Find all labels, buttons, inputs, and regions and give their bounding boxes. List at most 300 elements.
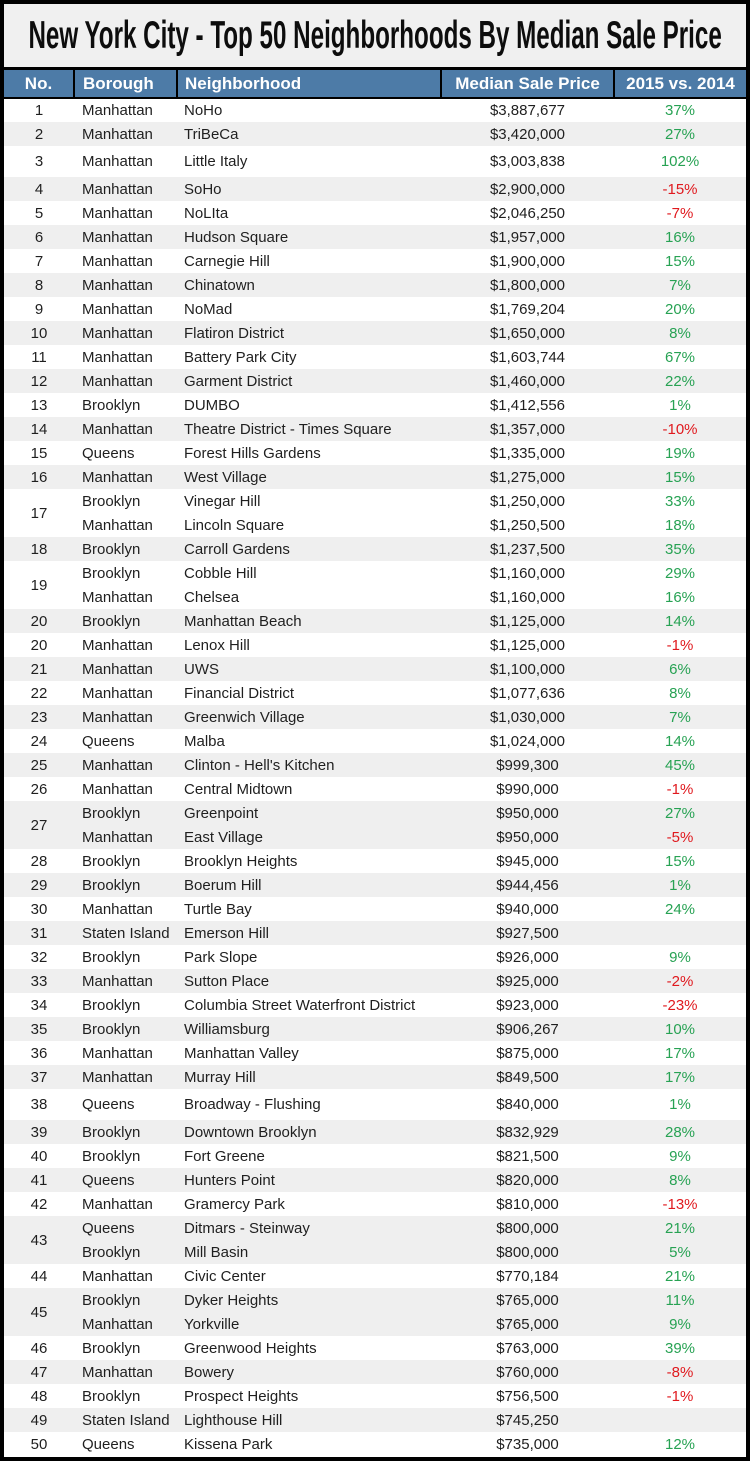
neighborhood-cell: Kissena Park (184, 1435, 273, 1453)
header-row (4, 70, 746, 98)
borough-cell: Manhattan (82, 660, 153, 678)
rank-cell: 22 (30, 684, 48, 702)
change-cell: -10% (662, 420, 698, 438)
change-cell: -7% (666, 204, 694, 222)
table-row (4, 1041, 746, 1065)
table-row (4, 729, 746, 753)
table-row (4, 993, 746, 1017)
borough-cell: Manhattan (82, 300, 153, 318)
change-cell: 22% (664, 372, 696, 390)
rank-cell: 47 (30, 1363, 48, 1381)
neighborhood-cell: Turtle Bay (184, 900, 252, 918)
rank-cell: 31 (30, 924, 48, 942)
neighborhood-cell: Murray Hill (184, 1068, 256, 1086)
neighborhood-cell: Lighthouse Hill (184, 1411, 283, 1429)
neighborhood-cell: Park Slope (184, 948, 258, 966)
table-row (4, 321, 746, 345)
table-row (4, 945, 746, 969)
rank-cell: 50 (30, 1435, 48, 1453)
neighborhood-cell: Clinton - Hell's Kitchen (184, 756, 335, 774)
neighborhood-cell: Malba (184, 732, 225, 750)
borough-cell: Staten Island (82, 1411, 170, 1429)
price-cell: $1,769,204 (489, 300, 566, 318)
rank-cell: 3 (34, 153, 44, 170)
rank-cell: 38 (30, 1096, 48, 1113)
neighborhood-cell: Cobble Hill (184, 564, 257, 582)
neighborhood-cell: Chelsea (184, 588, 240, 606)
borough-cell: Manhattan (82, 125, 153, 143)
rank-cell: 42 (30, 1195, 48, 1213)
price-cell: $925,000 (496, 972, 559, 990)
borough-cell: Brooklyn (82, 612, 141, 630)
neighborhood-cell: Little Italy (184, 153, 248, 170)
borough-cell: Brooklyn (82, 1123, 141, 1141)
rank-cell: 37 (30, 1068, 48, 1086)
neighborhood-cell: Brooklyn Heights (184, 852, 298, 870)
borough-cell: Manhattan (82, 684, 153, 702)
price-cell: $1,957,000 (489, 228, 566, 246)
neighborhood-cell: Manhattan Valley (184, 1044, 299, 1062)
price-cell: $1,125,000 (489, 636, 566, 654)
table-row (4, 897, 746, 921)
change-cell: -8% (666, 1363, 694, 1381)
change-cell: 6% (669, 660, 691, 678)
borough-cell: Manhattan (82, 588, 153, 606)
borough-cell: Manhattan (82, 228, 153, 246)
column-header-2015-vs-2014: 2015 vs. 2014 (614, 70, 746, 98)
table-row (4, 681, 746, 705)
change-cell: 102% (660, 153, 700, 170)
borough-cell: Brooklyn (82, 1387, 141, 1405)
price-cell: $745,250 (496, 1411, 559, 1429)
change-cell: 67% (664, 348, 696, 366)
rank-cell: 39 (30, 1123, 48, 1141)
neighborhood-cell: West Village (184, 468, 267, 486)
rank-cell: 29 (30, 876, 48, 894)
borough-cell: Manhattan (82, 1068, 153, 1086)
price-cell: $944,456 (496, 876, 559, 894)
borough-cell: Brooklyn (82, 540, 141, 558)
rank-cell: 44 (30, 1267, 48, 1285)
table-row (4, 1065, 746, 1089)
neighborhood-cell: Garment District (184, 372, 293, 390)
table-row (4, 537, 746, 561)
table-row (4, 1336, 746, 1360)
neighborhood-cell: Lincoln Square (184, 516, 285, 534)
rank-cell: 49 (30, 1411, 48, 1429)
change-cell: 37% (664, 102, 696, 119)
price-cell: $2,900,000 (489, 180, 566, 198)
table-row (4, 657, 746, 681)
borough-cell: Brooklyn (82, 996, 141, 1014)
table-header (4, 70, 746, 98)
neighborhood-cell: Broadway - Flushing (184, 1096, 321, 1113)
change-cell: 17% (664, 1068, 696, 1086)
change-cell: 14% (664, 732, 696, 750)
rank-cell: 15 (30, 444, 48, 462)
borough-cell: Queens (82, 1219, 135, 1237)
neighborhood-cell: Theatre District - Times Square (184, 420, 392, 438)
neighborhood-cell: Columbia Street Waterfront District (184, 996, 416, 1014)
table-row (4, 1432, 746, 1456)
table-row (4, 1360, 746, 1384)
neighborhood-cell: DUMBO (184, 396, 240, 414)
table-row (4, 201, 746, 225)
price-cell: $1,125,000 (489, 612, 566, 630)
change-cell: 7% (669, 276, 691, 294)
column-header-borough: Borough (74, 70, 177, 98)
table-row (4, 1017, 746, 1041)
borough-cell: Manhattan (82, 420, 153, 438)
neighborhood-cell: UWS (184, 660, 219, 678)
change-cell: 9% (669, 1315, 691, 1333)
rank-cell: 41 (30, 1171, 48, 1189)
neighborhood-cell: Boerum Hill (184, 876, 262, 894)
rank-cell: 12 (30, 372, 48, 390)
rank-cell: 19 (30, 576, 48, 594)
price-cell: $1,335,000 (489, 444, 566, 462)
neighborhood-cell: SoHo (184, 180, 222, 198)
table-row (4, 465, 746, 489)
table-row (4, 225, 746, 249)
price-cell: $760,000 (496, 1363, 559, 1381)
rank-cell: 28 (30, 852, 48, 870)
neighborhood-cell: Bowery (184, 1363, 235, 1381)
price-cell: $1,237,500 (489, 540, 566, 558)
price-cell: $945,000 (496, 852, 559, 870)
table-row (4, 873, 746, 897)
table-row (4, 753, 746, 777)
neighborhood-cell: Ditmars - Steinway (184, 1219, 310, 1237)
table-row (4, 969, 746, 993)
rank-cell: 40 (30, 1147, 48, 1165)
price-cell: $3,887,677 (489, 102, 566, 119)
borough-cell: Brooklyn (82, 1243, 141, 1261)
change-cell: 15% (664, 252, 696, 270)
price-cell: $765,000 (496, 1315, 559, 1333)
borough-cell: Brooklyn (82, 1147, 141, 1165)
price-cell: $990,000 (496, 780, 559, 798)
neighborhood-cell: Manhattan Beach (184, 612, 302, 630)
borough-cell: Manhattan (82, 636, 153, 654)
table-row (4, 513, 746, 537)
rank-cell: 8 (34, 276, 44, 294)
price-cell: $1,024,000 (489, 732, 566, 750)
change-cell: 8% (669, 324, 691, 342)
rank-cell: 10 (30, 324, 48, 342)
rank-cell: 35 (30, 1020, 48, 1038)
table-row (4, 633, 746, 657)
borough-cell: Queens (82, 1171, 135, 1189)
neighborhood-cell: NoMad (184, 300, 233, 318)
price-cell: $950,000 (496, 828, 559, 846)
rank-cell: 2 (34, 125, 44, 143)
change-cell: 24% (664, 900, 696, 918)
change-cell: -1% (666, 636, 694, 654)
title-band (4, 4, 746, 70)
borough-cell: Queens (82, 1435, 135, 1453)
rank-cell: 4 (34, 180, 44, 198)
price-cell: $1,412,556 (489, 396, 566, 414)
price-cell: $3,003,838 (489, 153, 566, 170)
price-cell: $926,000 (496, 948, 559, 966)
change-cell: -13% (662, 1195, 698, 1213)
price-cell: $765,000 (496, 1291, 559, 1309)
borough-cell: Staten Island (82, 924, 170, 942)
neighborhood-cell: Vinegar Hill (184, 492, 261, 510)
rank-cell: 18 (30, 540, 48, 558)
column-header-no: No. (4, 70, 74, 98)
table-row (4, 561, 746, 585)
table-row (4, 417, 746, 441)
change-cell: -23% (662, 996, 698, 1014)
change-cell: 35% (664, 540, 696, 558)
table-body (4, 98, 746, 1456)
change-cell: 8% (669, 1171, 691, 1189)
rank-cell: 6 (34, 228, 44, 246)
rank-cell: 20 (30, 636, 48, 654)
borough-cell: Manhattan (82, 1044, 153, 1062)
rank-cell: 27 (30, 816, 48, 834)
borough-cell: Manhattan (82, 324, 153, 342)
borough-cell: Brooklyn (82, 1339, 141, 1357)
borough-cell: Manhattan (82, 153, 153, 170)
borough-cell: Manhattan (82, 708, 153, 726)
table-row (4, 705, 746, 729)
rank-cell: 17 (30, 504, 48, 522)
price-cell: $1,030,000 (489, 708, 566, 726)
borough-cell: Manhattan (82, 516, 153, 534)
change-cell: 16% (664, 588, 696, 606)
neighborhood-cell: Financial District (184, 684, 295, 702)
neighborhood-cell: Central Midtown (184, 780, 293, 798)
change-cell: 21% (664, 1267, 696, 1285)
change-cell: 27% (664, 804, 696, 822)
neighborhood-cell: Forest Hills Gardens (184, 444, 321, 462)
neighborhood-cell: Fort Greene (184, 1147, 265, 1165)
borough-cell: Manhattan (82, 204, 153, 222)
price-cell: $950,000 (496, 804, 559, 822)
column-header-median-sale-price: Median Sale Price (441, 70, 614, 98)
rank-cell: 33 (30, 972, 48, 990)
neighborhood-cell: NoLIta (184, 204, 229, 222)
change-cell: 9% (669, 1147, 691, 1165)
change-cell: 18% (664, 516, 696, 534)
table-row (4, 921, 746, 945)
price-cell: $923,000 (496, 996, 559, 1014)
borough-cell: Manhattan (82, 1195, 153, 1213)
neighborhood-cell: Yorkville (184, 1315, 240, 1333)
price-cell: $927,500 (496, 924, 559, 942)
price-cell: $800,000 (496, 1243, 559, 1261)
neighborhood-cell: East Village (184, 828, 263, 846)
borough-cell: Manhattan (82, 372, 153, 390)
rank-cell: 20 (30, 612, 48, 630)
table-row (4, 122, 746, 146)
change-cell: 1% (669, 876, 691, 894)
price-cell: $1,650,000 (489, 324, 566, 342)
borough-cell: Manhattan (82, 348, 153, 366)
borough-cell: Manhattan (82, 468, 153, 486)
rank-cell: 14 (30, 420, 48, 438)
table-row (4, 441, 746, 465)
neighborhood-cell: Carnegie Hill (184, 252, 270, 270)
change-cell: 16% (664, 228, 696, 246)
change-cell: 28% (664, 1123, 696, 1141)
price-cell: $820,000 (496, 1171, 559, 1189)
neighborhood-cell: Hunters Point (184, 1171, 275, 1189)
price-cell: $999,300 (496, 756, 559, 774)
borough-cell: Manhattan (82, 1363, 153, 1381)
change-cell: 20% (664, 300, 696, 318)
change-cell (614, 1408, 746, 1432)
table-row (4, 393, 746, 417)
table-row (4, 146, 746, 177)
borough-cell: Queens (82, 444, 135, 462)
borough-cell: Queens (82, 732, 135, 750)
column-header-neighborhood: Neighborhood (177, 70, 441, 98)
change-cell: 12% (664, 1435, 696, 1453)
neighborhood-cell: Gramercy Park (184, 1195, 285, 1213)
change-cell: -5% (666, 828, 694, 846)
borough-cell: Brooklyn (82, 492, 141, 510)
neighborhood-cell: Williamsburg (184, 1020, 270, 1038)
price-cell: $1,357,000 (489, 420, 566, 438)
change-cell: 5% (669, 1243, 691, 1261)
borough-cell: Manhattan (82, 180, 153, 198)
borough-cell: Queens (82, 1096, 135, 1113)
rank-cell: 16 (30, 468, 48, 486)
borough-cell: Brooklyn (82, 1020, 141, 1038)
price-cell: $906,267 (496, 1020, 559, 1038)
borough-cell: Manhattan (82, 900, 153, 918)
table-row (4, 1120, 746, 1144)
rank-cell: 45 (30, 1303, 48, 1321)
price-cell: $763,000 (496, 1339, 559, 1357)
borough-cell: Manhattan (82, 828, 153, 846)
neighborhood-cell: Greenwood Heights (184, 1339, 317, 1357)
change-cell: 15% (664, 852, 696, 870)
neighborhood-cell: Civic Center (184, 1267, 266, 1285)
change-cell: 10% (664, 1020, 696, 1038)
neighborhood-cell: Greenwich Village (184, 708, 305, 726)
borough-cell: Brooklyn (82, 564, 141, 582)
rank-cell: 30 (30, 900, 48, 918)
price-cell: $1,275,000 (489, 468, 566, 486)
table-row (4, 1089, 746, 1120)
price-cell: $1,250,000 (489, 492, 566, 510)
change-cell: 21% (664, 1219, 696, 1237)
change-cell: 33% (664, 492, 696, 510)
rank-cell: 1 (34, 102, 44, 119)
price-cell: $1,160,000 (489, 588, 566, 606)
table-row (4, 609, 746, 633)
rank-cell: 24 (30, 732, 48, 750)
borough-cell: Brooklyn (82, 1291, 141, 1309)
table-row (4, 249, 746, 273)
price-cell: $849,500 (496, 1068, 559, 1086)
price-cell: $840,000 (496, 1096, 559, 1113)
price-cell: $756,500 (496, 1387, 559, 1405)
table-row (4, 825, 746, 849)
table-row (4, 98, 746, 122)
neighborhood-cell: Emerson Hill (184, 924, 270, 942)
rank-cell: 7 (34, 252, 44, 270)
table-row (4, 297, 746, 321)
neighborhood-cell: Hudson Square (184, 228, 289, 246)
price-cell: $1,250,500 (489, 516, 566, 534)
borough-cell: Manhattan (82, 276, 153, 294)
rank-cell: 32 (30, 948, 48, 966)
table-row (4, 801, 746, 825)
price-cell: $1,800,000 (489, 276, 566, 294)
price-cell: $1,100,000 (489, 660, 566, 678)
rank-cell: 23 (30, 708, 48, 726)
price-cell: $1,460,000 (489, 372, 566, 390)
price-cell: $832,929 (496, 1123, 559, 1141)
borough-cell: Manhattan (82, 102, 153, 119)
table-row (4, 1312, 746, 1336)
neighborhood-cell: Flatiron District (184, 324, 285, 342)
rank-cell: 11 (31, 348, 47, 366)
borough-cell: Brooklyn (82, 876, 141, 894)
table-row (4, 585, 746, 609)
borough-cell: Manhattan (82, 1267, 153, 1285)
borough-cell: Manhattan (82, 972, 153, 990)
change-cell: 15% (664, 468, 696, 486)
price-cell: $1,603,744 (489, 348, 566, 366)
neighborhood-cell: Chinatown (184, 276, 255, 294)
borough-cell: Manhattan (82, 252, 153, 270)
borough-cell: Brooklyn (82, 852, 141, 870)
rank-cell: 25 (30, 756, 48, 774)
rank-cell: 5 (34, 204, 44, 222)
neighborhood-cell: TriBeCa (184, 125, 239, 143)
rank-cell: 43 (30, 1231, 48, 1249)
change-cell: -15% (662, 180, 698, 198)
neighborhood-cell: Lenox Hill (184, 636, 250, 654)
table-row (4, 1144, 746, 1168)
price-cell: $2,046,250 (489, 204, 566, 222)
rank-cell: 34 (30, 996, 48, 1014)
change-cell: 9% (669, 948, 691, 966)
neighborhood-cell: Mill Basin (184, 1243, 249, 1261)
price-cell: $1,900,000 (489, 252, 566, 270)
rank-cell: 21 (30, 660, 48, 678)
table-row (4, 489, 746, 513)
table-row (4, 1408, 746, 1432)
change-cell: 45% (664, 756, 696, 774)
borough-cell: Brooklyn (82, 396, 141, 414)
change-cell (614, 921, 746, 945)
change-cell: 19% (664, 444, 696, 462)
price-cell: $3,420,000 (489, 125, 566, 143)
table-row (4, 1264, 746, 1288)
neighborhood-cell: Dyker Heights (184, 1291, 279, 1309)
change-cell: 11% (665, 1291, 695, 1309)
change-cell: -1% (666, 780, 694, 798)
table-row (4, 849, 746, 873)
price-cell: $770,184 (496, 1267, 559, 1285)
change-cell: 7% (669, 708, 691, 726)
change-cell: 39% (664, 1339, 696, 1357)
change-cell: -1% (666, 1387, 694, 1405)
neighborhood-cell: Greenpoint (184, 804, 259, 822)
neighborhoods-table (4, 70, 746, 1456)
price-cell: $810,000 (496, 1195, 559, 1213)
change-cell: 17% (664, 1044, 696, 1062)
borough-cell: Manhattan (82, 756, 153, 774)
